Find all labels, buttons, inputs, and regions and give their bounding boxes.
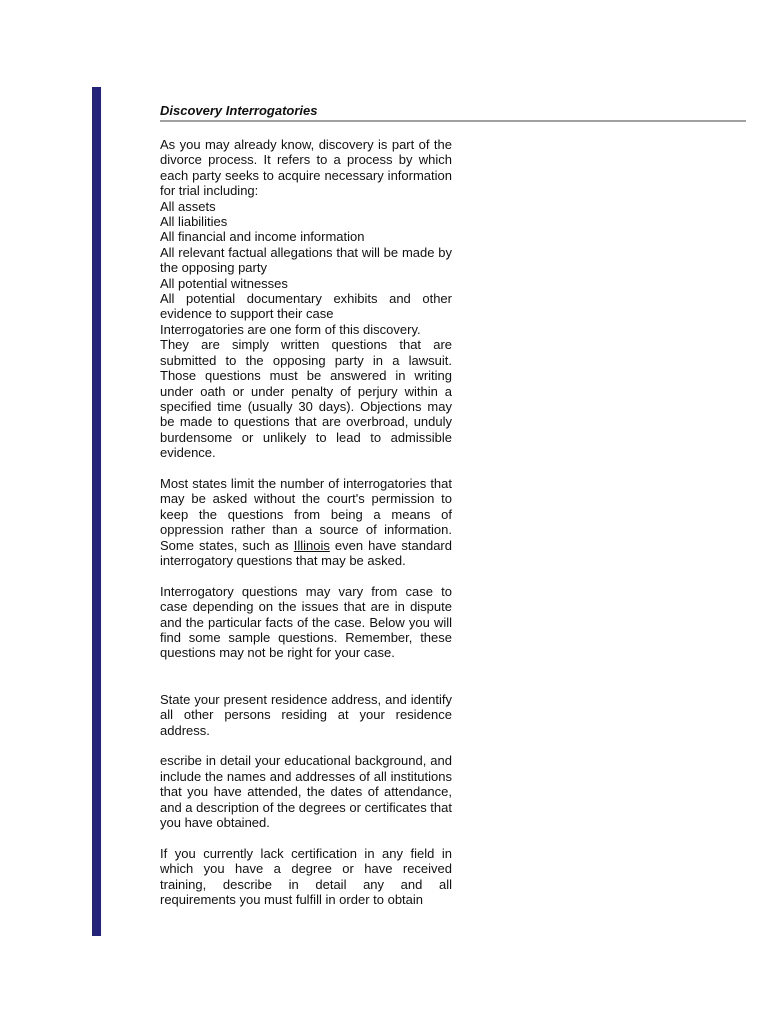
sample-question: If you currently lack certification in any field in which you have a degree or have received training, describe in detail any and all requirements you must fulfill in order to obtain <box>160 845 452 908</box>
states-paragraph <box>160 476 452 568</box>
vary-paragraph: Interrogatory questions may vary from case to case depending on the issues that are in dispute and the particular facts of the case. Below you will find some sample questions. Remember, these questions may not be right for your case. <box>160 583 452 661</box>
heading-divider <box>160 120 746 122</box>
list-item: All financial and income information <box>160 229 365 245</box>
illinois-link[interactable]: Illinois <box>293 537 330 553</box>
paragraph-spacer <box>160 830 452 845</box>
list-item: All assets <box>160 198 216 214</box>
list-item: All liabilities <box>160 214 228 230</box>
sample-question: State your present residence address, and identify all other persons residing at your residence address. <box>160 691 452 738</box>
paragraph-spacer <box>160 738 452 753</box>
list-item: All potential documentary exhibits and other evidence to support their case <box>160 291 452 322</box>
list-item: All potential witnesses <box>160 275 288 291</box>
interrogatories-paragraph: They are simply written questions that are submitted to the opposing party in a lawsuit. Those questions must be answered in writing under oath or under penalty of perjury within a specified time (usually 30 days). Objections may be made to questions that are overbroad, unduly burdensome or unlikely to lead to admissible evidence. <box>160 337 452 461</box>
page-title: Discovery Interrogatories <box>160 103 318 118</box>
sample-question: escribe in detail your educational background, and include the names and addresses of all institutions that you have attended, the dates of attendance, and a description of the degrees or certificates that you have obtained. <box>160 753 452 831</box>
paragraph-spacer <box>160 461 452 476</box>
discovery-list <box>160 199 452 322</box>
sidebar-accent-bar <box>92 87 101 936</box>
paragraph-spacer <box>160 661 452 692</box>
interrogatories-line: Interrogatories are one form of this discovery. <box>160 321 421 337</box>
document-body <box>160 137 452 907</box>
paragraph-spacer <box>160 568 452 583</box>
states-text-before: Most states limit the number of interrogatories that may be asked without the court's permission to keep the questions from being a means of oppression rather than a source of information. Some states, such as <box>160 475 452 553</box>
list-item: All relevant factual allegations that will be made by the opposing party <box>160 244 452 276</box>
states-text-after: even have standard interrogatory questions that may be asked. <box>160 537 452 568</box>
intro-paragraph: As you may already know, discovery is part of the divorce process. It refers to a process by which each party seeks to acquire necessary information for trial including: <box>160 137 452 199</box>
